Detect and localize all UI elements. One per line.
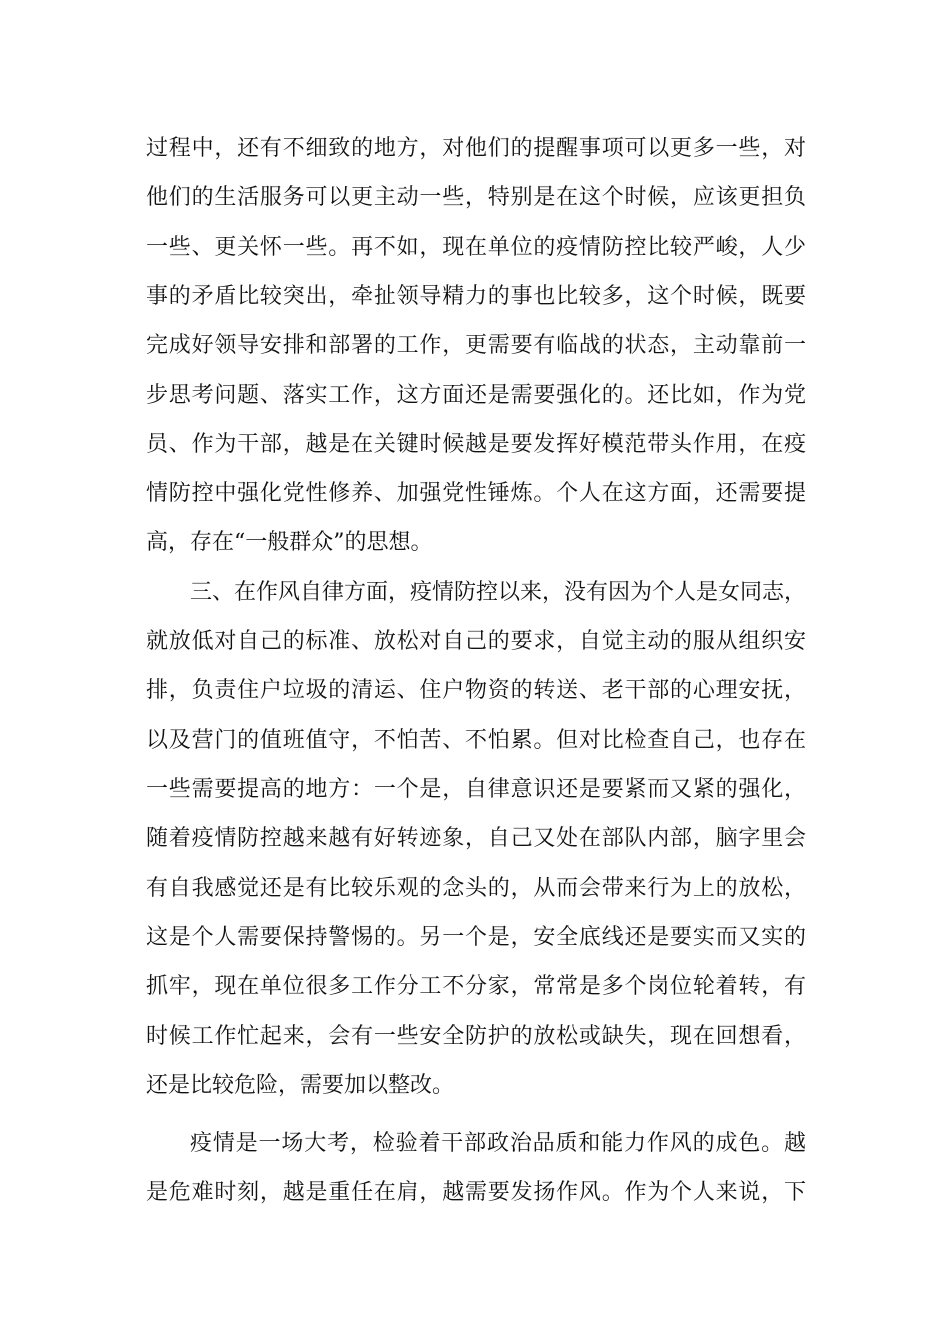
text-line: 以及营门的值班值守，不怕苦、不怕累。但对比检查自己，也存在	[146, 728, 806, 753]
text-line: 还是比较危险，需要加以整改。	[146, 1073, 455, 1098]
text-line: 排，负责住户垃圾的清运、住户物资的转送、老干部的心理安抚，	[146, 678, 806, 703]
text-line: 过程中，还有不细致的地方，对他们的提醒事项可以更多一些，对	[146, 136, 806, 161]
text-line: 时候工作忙起来，会有一些安全防护的放松或缺失，现在回想看，	[146, 1024, 806, 1049]
text-line: 这是个人需要保持警惕的。另一个是，安全底线还是要实而又实的	[146, 925, 806, 950]
text-line: 高，存在“一般群众”的思想。	[146, 530, 433, 555]
text-line: 有自我感觉还是有比较乐观的念头的，从而会带来行为上的放松，	[146, 876, 806, 901]
text-line: 他们的生活服务可以更主动一些，特别是在这个时候，应该更担负	[146, 185, 806, 210]
text-line: 一些、更关怀一些。再不如，现在单位的疫情防控比较严峻，人少	[146, 235, 806, 260]
text-line: 情防控中强化党性修养、加强党性锤炼。个人在这方面，还需要提	[146, 481, 806, 506]
text-line: 是危难时刻，越是重任在肩，越需要发扬作风。作为个人来说，下	[146, 1180, 806, 1205]
text-line: 步思考问题、落实工作，这方面还是需要强化的。还比如，作为党	[146, 383, 806, 408]
paragraph-first-line: 三、在作风自律方面，疫情防控以来，没有因为个人是女同志，	[190, 580, 806, 605]
text-line: 抓牢，现在单位很多工作分工不分家，常常是多个岗位轮着转，有	[146, 974, 806, 999]
text-line: 员、作为干部，越是在关键时候越是要发挥好模范带头作用，在疫	[146, 432, 806, 457]
text-line: 完成好领导安排和部署的工作，更需要有临战的状态，主动靠前一	[146, 333, 806, 358]
text-line: 一些需要提高的地方：一个是，自律意识还是要紧而又紧的强化，	[146, 777, 806, 802]
paragraph-first-line: 疫情是一场大考，检验着干部政治品质和能力作风的成色。越	[190, 1131, 806, 1156]
text-line: 事的矛盾比较突出，牵扯领导精力的事也比较多，这个时候，既要	[146, 284, 806, 309]
text-line: 随着疫情防控越来越有好转迹象，自己又处在部队内部，脑字里会	[146, 826, 806, 851]
text-line: 就放低对自己的标准、放松对自己的要求，自觉主动的服从组织安	[146, 629, 806, 654]
